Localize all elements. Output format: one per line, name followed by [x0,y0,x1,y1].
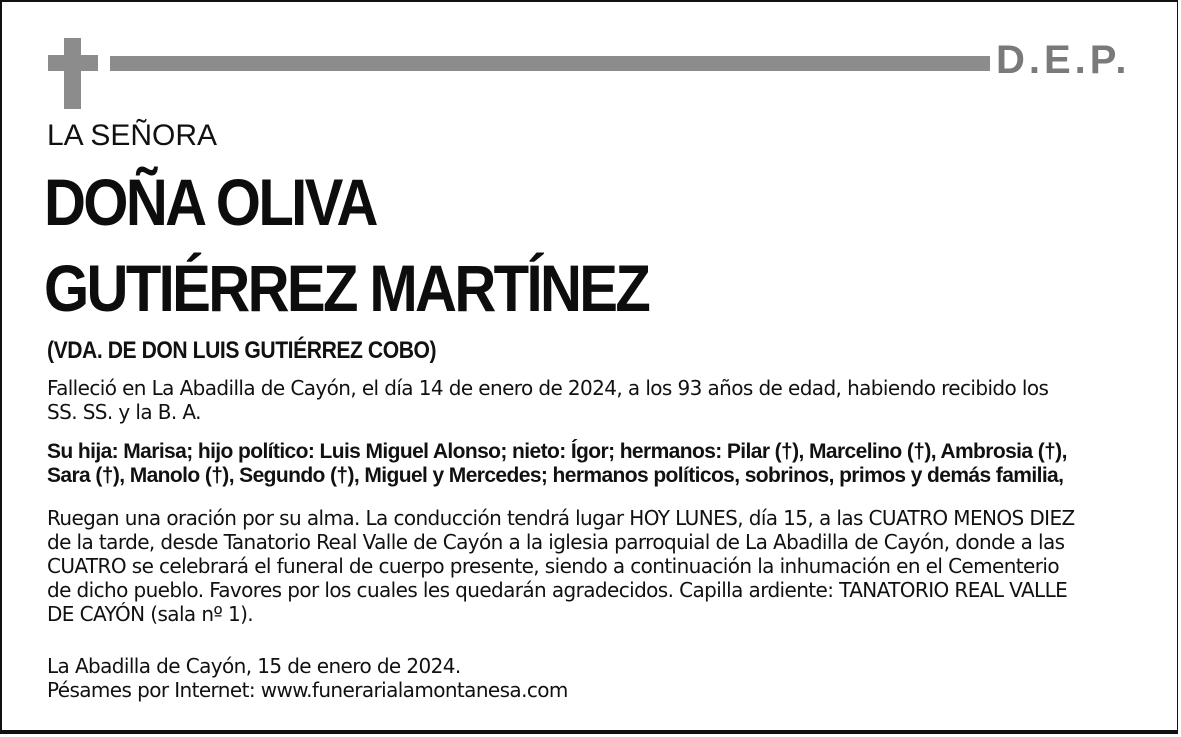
text-line: SS. SS. y la B. A. [47,400,201,424]
deceased-name-line2: GUTIÉRREZ MARTÍNEZ [44,251,649,325]
text-line: de la tarde, desde Tanatorio Real Valle de Cayón a la iglesia parroquial de La Abadilla de Cayón, donde a las [47,530,1065,554]
text-line: Falleció en La Abadilla de Cayón, el día 14 de enero de 2024, a los 93 años de edad, habiendo recibido los [47,376,1049,400]
family-paragraph [47,440,1157,488]
footer-paragraph [47,654,1157,702]
text-line: CUATRO se celebrará el funeral de cuerpo presente, siendo a continuación la inhumación en el Cementerio [47,554,1059,578]
widow-of: (VDA. DE DON LUIS GUTIÉRREZ COBO) [47,337,437,364]
death-paragraph [47,376,1157,424]
header-rule [110,56,990,71]
text-line: Sara (†), Manolo (†), Segundo (†), Miguel y Mercedes; hermanos políticos, sobrinos, primos y demás familia, [47,464,1064,487]
text-line: de dicho pueblo. Favores por los cuales les quedarán agradecidos. Capilla ardiente: TANATORIO REAL VALLE [47,578,1068,602]
title-label: LA SEÑORA [47,119,218,152]
place-date: La Abadilla de Cayón, 15 de enero de 2024. [47,654,461,678]
text-line: Su hija: Marisa; hijo político: Luis Miguel Alonso; nieto: Ígor; hermanos: Pilar (†), Marcelino (†), Ambrosia (†), [47,440,1067,463]
dep-label: D.E.P. [996,38,1131,82]
cross-icon-bar [48,55,98,71]
ceremony-paragraph [47,506,1157,626]
cross-icon [64,38,81,109]
condolences-link-text: Pésames por Internet: www.funerarialamontanesa.com [47,678,568,702]
text-line: DE CAYÓN (sala nº 1). [47,602,254,626]
text-line: Ruegan una oración por su alma. La conducción tendrá lugar HOY LUNES, día 15, a las CUATRO MENOS DIEZ [47,506,1075,530]
deceased-name-line1: DOÑA OLIVA [44,165,376,239]
